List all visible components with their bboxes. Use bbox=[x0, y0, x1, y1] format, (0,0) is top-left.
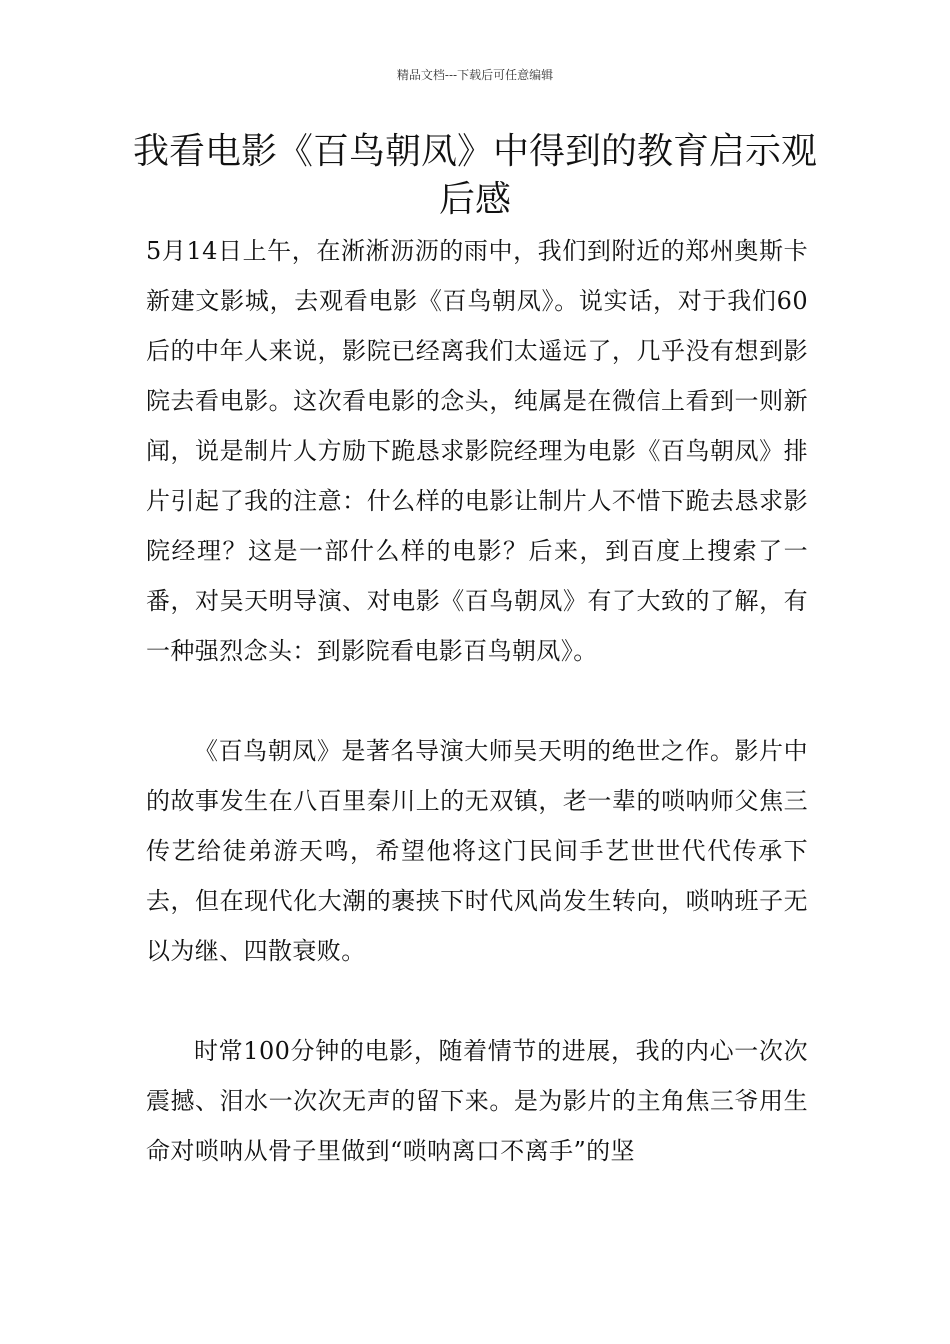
document-body bbox=[146, 226, 808, 1176]
paragraph-3: 时常100分钟的电影，随着情节的进展，我的内心一次次震撼、泪水一次次无声的留下来。是为影片的主角焦三爷用生命对唢呐从骨子里做到“唢呐离口不离手”的坚 bbox=[146, 1037, 808, 1165]
paragraph-1: 5月14日上午，在淅淅沥沥的雨中，我们到附近的郑州奥斯卡新建文影城，去观看电影《百鸟朝凤》。说实话，对于我们60后的中年人来说，影院已经离我们太遥远了，几乎没有想到影院去看电影。这次看电影的念头，纯属是在微信上看到一则新闻，说是制片人方励下跪恳求影院经理为电影《百鸟朝凤》排片引起了我的注意：什么样的电影让制片人不惜下跪去恳求影院经理？这是一部什么样的电影？后来，到百度上搜索了一番，对吴天明导演、对电影《百鸟朝凤》有了大致的了解，有一种强烈念头：到影院看电影百鸟朝凤》。 bbox=[146, 237, 808, 665]
paragraph-2: 《百鸟朝凤》是著名导演大师吴天明的绝世之作。影片中的故事发生在八百里秦川上的无双镇，老一辈的唢呐师父焦三传艺给徒弟游天鸣，希望他将这门民间手艺世世代代传承下去，但在现代化大潮的裹挟下时代风尚发生转向，唢呐班子无以为继、四散衰败。 bbox=[146, 737, 808, 965]
document-title: 我看电影《百鸟朝凤》中得到的教育启示观后感 bbox=[132, 131, 817, 220]
page-header: 精品文档---下载后可任意编辑 bbox=[396, 68, 554, 82]
